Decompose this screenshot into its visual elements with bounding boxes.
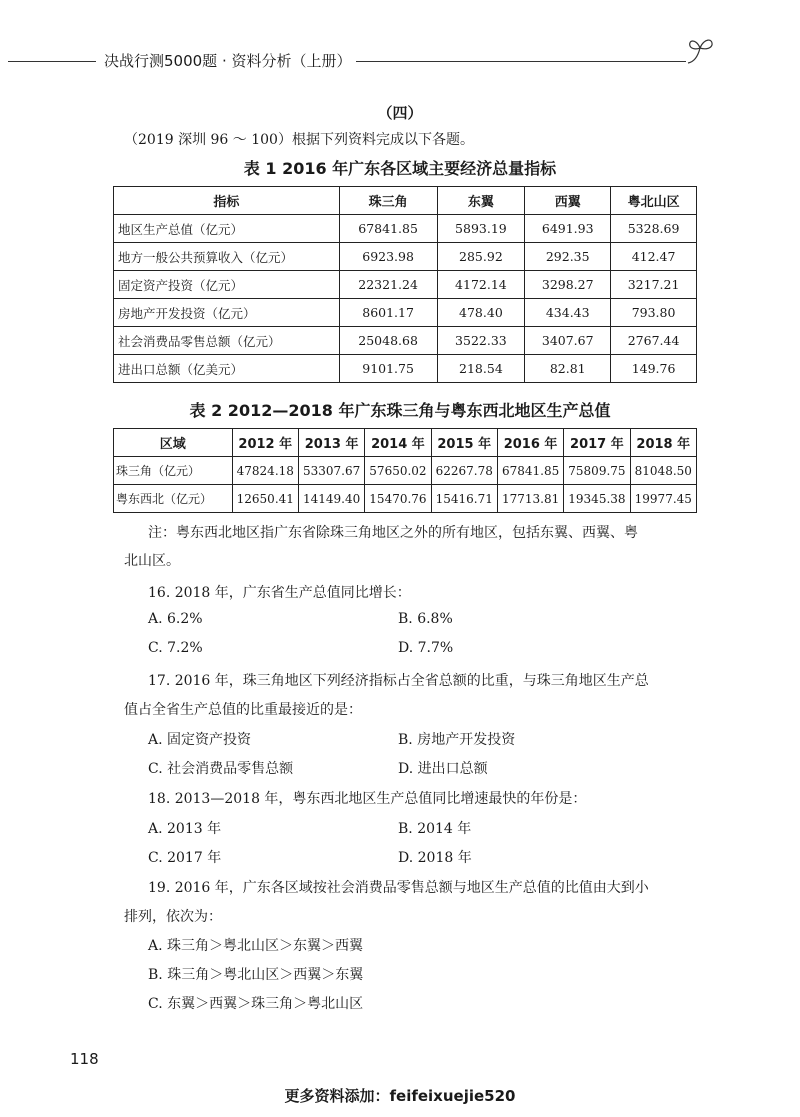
- option-19a[interactable]: A. 珠三角＞粤北山区＞东翼＞西翼: [148, 938, 364, 954]
- table-cell: 57650.02: [365, 457, 431, 485]
- row-label: 固定资产投资（亿元）: [114, 271, 340, 299]
- table-cell: 3522.33: [437, 327, 525, 355]
- option-16a[interactable]: A. 6.2%: [148, 611, 203, 627]
- table-cell: 5328.69: [611, 215, 697, 243]
- table-cell: 6923.98: [339, 243, 437, 271]
- table2-header-cell: 2016 年: [497, 429, 563, 457]
- row-label: 进出口总额（亿美元）: [114, 355, 340, 383]
- option-19c[interactable]: C. 东翼＞西翼＞珠三角＞粤北山区: [148, 996, 364, 1012]
- table-cell: 9101.75: [339, 355, 437, 383]
- table-cell: 15416.71: [431, 485, 497, 513]
- table-row: [114, 271, 697, 299]
- option-18a[interactable]: A. 2013 年: [148, 821, 222, 837]
- table2-header-cell: 2013 年: [298, 429, 364, 457]
- table-cell: 4172.14: [437, 271, 525, 299]
- table-cell: 14149.40: [298, 485, 364, 513]
- row-label: 粤东西北（亿元）: [114, 485, 233, 513]
- question-17-stem-cont: 值占全省生产总值的比重最接近的是：: [124, 702, 362, 718]
- table2-header-cell: 2015 年: [431, 429, 497, 457]
- sprout-icon: [684, 34, 716, 64]
- table-cell: 3217.21: [611, 271, 697, 299]
- note-line-2: 北山区。: [124, 553, 180, 569]
- table-cell: 434.43: [525, 299, 611, 327]
- row-label: 地方一般公共预算收入（亿元）: [114, 243, 340, 271]
- table-cell: 67841.85: [339, 215, 437, 243]
- table-cell: 5893.19: [437, 215, 525, 243]
- table2-header-row: [114, 429, 697, 457]
- table1-header-cell: 东翼: [437, 187, 525, 215]
- option-18c[interactable]: C. 2017 年: [148, 850, 222, 866]
- table1-title: 表 1 2016 年广东各区域主要经济总量指标: [243, 159, 557, 178]
- table-cell: 75809.75: [564, 457, 630, 485]
- table1-header-row: [114, 187, 697, 215]
- section-title: （四）: [377, 104, 423, 122]
- row-label: 地区生产总值（亿元）: [114, 215, 340, 243]
- table-cell: 81048.50: [630, 457, 696, 485]
- table-cell: 793.80: [611, 299, 697, 327]
- table-cell: 53307.67: [298, 457, 364, 485]
- table-cell: 82.81: [525, 355, 611, 383]
- table2-header-cell: 2018 年: [630, 429, 696, 457]
- option-18d[interactable]: D. 2018 年: [398, 850, 472, 866]
- table-cell: 218.54: [437, 355, 525, 383]
- table1-header-cell: 珠三角: [339, 187, 437, 215]
- table-cell: 292.35: [525, 243, 611, 271]
- table-cell: 22321.24: [339, 271, 437, 299]
- table-row: [114, 457, 697, 485]
- table-cell: 285.92: [437, 243, 525, 271]
- book-title: 决战行测5000题 · 资料分析（上册）: [104, 52, 352, 70]
- table-cell: 62267.78: [431, 457, 497, 485]
- table-row: [114, 243, 697, 271]
- table-cell: 3407.67: [525, 327, 611, 355]
- table-cell: 25048.68: [339, 327, 437, 355]
- option-17b[interactable]: B. 房地产开发投资: [398, 732, 516, 748]
- table-row: [114, 299, 697, 327]
- table-cell: 12650.41: [232, 485, 298, 513]
- table-row: [114, 485, 697, 513]
- table1: [113, 186, 697, 383]
- table-cell: 19345.38: [564, 485, 630, 513]
- question-16-stem: 16. 2018 年，广东省生产总值同比增长：: [148, 585, 411, 601]
- option-16c[interactable]: C. 7.2%: [148, 640, 203, 656]
- table1-header-cell: 粤北山区: [611, 187, 697, 215]
- question-18-stem: 18. 2013—2018 年，粤东西北地区生产总值同比增速最快的年份是：: [148, 791, 587, 807]
- header-rule-right: [356, 61, 686, 62]
- question-19-stem-cont: 排列，依次为：: [124, 909, 222, 925]
- option-17d[interactable]: D. 进出口总额: [398, 761, 488, 777]
- page-number: 118: [70, 1050, 99, 1068]
- footer-text: 更多资料添加：feifeixuejie520: [284, 1087, 516, 1105]
- table-cell: 6491.93: [525, 215, 611, 243]
- table2: [113, 428, 697, 513]
- table-cell: 2767.44: [611, 327, 697, 355]
- header-rule-left: [8, 61, 96, 62]
- table-row: [114, 215, 697, 243]
- table-cell: 412.47: [611, 243, 697, 271]
- option-16b[interactable]: B. 6.8%: [398, 611, 453, 627]
- table-cell: 478.40: [437, 299, 525, 327]
- table-cell: 17713.81: [497, 485, 563, 513]
- row-label: 社会消费品零售总额（亿元）: [114, 327, 340, 355]
- table-cell: 47824.18: [232, 457, 298, 485]
- table2-header-cell: 2017 年: [564, 429, 630, 457]
- table2-header-cell: 区域: [114, 429, 233, 457]
- note-line-1: 注：粤东西北地区指广东省除珠三角地区之外的所有地区，包括东翼、西翼、粤: [148, 525, 638, 541]
- row-label: 房地产开发投资（亿元）: [114, 299, 340, 327]
- table-cell: 8601.17: [339, 299, 437, 327]
- table-cell: 149.76: [611, 355, 697, 383]
- option-17a[interactable]: A. 固定资产投资: [148, 732, 252, 748]
- table1-header-cell: 西翼: [525, 187, 611, 215]
- table-cell: 67841.85: [497, 457, 563, 485]
- table1-header-cell: 指标: [114, 187, 340, 215]
- table-cell: 19977.45: [630, 485, 696, 513]
- table2-title: 表 2 2012—2018 年广东珠三角与粤东西北地区生产总值: [189, 401, 611, 420]
- question-19-stem: 19. 2016 年，广东各区域按社会消费品零售总额与地区生产总值的比值由大到小: [148, 880, 649, 896]
- table-row: [114, 327, 697, 355]
- table-cell: 3298.27: [525, 271, 611, 299]
- table2-header-cell: 2014 年: [365, 429, 431, 457]
- question-17-stem: 17. 2016 年，珠三角地区下列经济指标占全省总额的比重，与珠三角地区生产总: [148, 673, 649, 689]
- table-row: [114, 355, 697, 383]
- option-16d[interactable]: D. 7.7%: [398, 640, 454, 656]
- option-17c[interactable]: C. 社会消费品零售总额: [148, 761, 294, 777]
- table-cell: 15470.76: [365, 485, 431, 513]
- row-label: 珠三角（亿元）: [114, 457, 233, 485]
- option-19b[interactable]: B. 珠三角＞粤北山区＞西翼＞东翼: [148, 967, 364, 983]
- option-18b[interactable]: B. 2014 年: [398, 821, 472, 837]
- table2-header-cell: 2012 年: [232, 429, 298, 457]
- question-intro: （2019 深圳 96 ～ 100）根据下列资料完成以下各题。: [124, 132, 474, 148]
